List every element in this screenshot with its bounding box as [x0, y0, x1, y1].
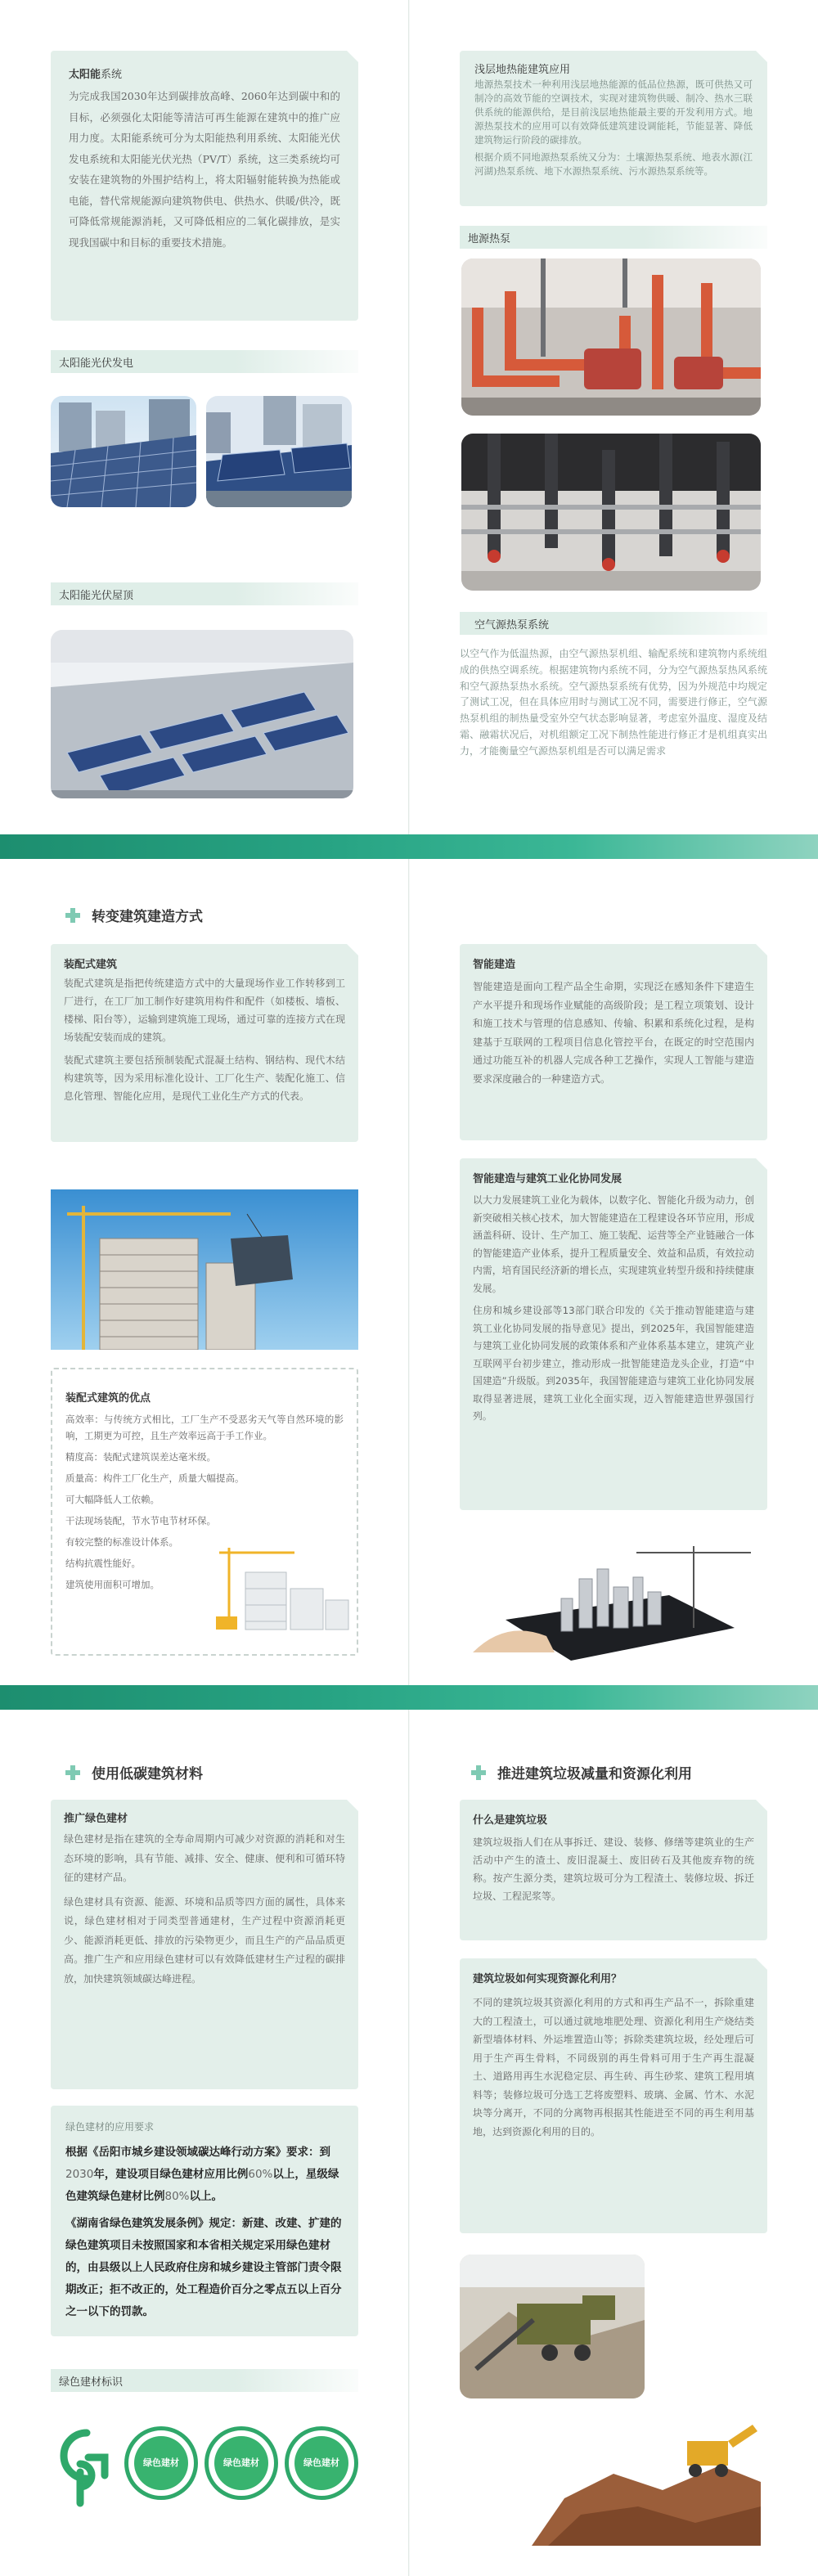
label-ground-source-pump: 地源热泵	[460, 226, 767, 249]
waste-reuse-title: 建筑垃圾如何实现资源化利用？	[473, 1973, 622, 1985]
plus-icon	[65, 1765, 80, 1780]
prefab-construction-photo	[51, 1189, 358, 1350]
synergy-card	[460, 1158, 767, 1510]
shallow-geothermal-text: 地源热泵技术一种利用浅层地热能源的低品位热源，既可供热又可制冷的高效节能的空调技术，实现对建筑物供暖、制冷、热水三联供系统的能源供给，是目前浅层地热能最主要的开发利用方式。地源热泵技术的应用可以有效降低建筑建设调能耗，节能显著、降低建筑物运行阶段的碳排放。 根据介质不同地源热泵系统又分为：土壤源热泵系统、地表水源(江河湖)热泵系统、地下水源热泵系统、污水源热泵系统等。	[474, 79, 753, 177]
label-solar-pv: 太阳能光伏发电	[51, 350, 358, 373]
page-spine	[408, 0, 410, 834]
construction-site-illustration	[213, 1540, 352, 1638]
what-is-waste-text: 建筑垃圾指人们在从事拆迁、建设、装修、修缮等建筑业的生产活动中产生的渣土、废旧混凝土、废旧砖石及其他废弃物的统称。按产生源分类，建筑垃圾可分为工程渣土、装修垃圾、拆迁垃圾、工程泥浆等。	[473, 1836, 754, 1902]
advantage-item: 结构抗震性能好。	[65, 1558, 141, 1569]
what-is-waste-title: 什么是建筑垃圾	[473, 1814, 548, 1827]
green-material-title: 推广绿色建材	[64, 1813, 128, 1825]
solar-pv-roof-photo	[51, 630, 353, 798]
synergy-text: 以大力发展建筑工业化为载体，以数字化、智能化升级为动力，创新突破相关核心技术，加大智能建造在工程建设各环节应用，形成涵盖科研、设计、生产加工、施工装配、运营等全产业链融合一体的智能建造产业体系，提升工程质量安全、效益和品质，有效拉动内需，培育国民经济新的增长点，实现建筑业转型升级和持续健康发展。 住房和城乡建设部等13部门联合印发的《关于推动智能建造与建筑工业化协同发展的指导意见》提出，到2025年，我国智能建造与建筑工业化协同发展的政策体系和产业体系基本建立，建筑产业互联网平台初步建立，推动形成一批智能建造龙头企业，打造“中国建造”升级版。到2035年，我国智能建造与建筑工业化协同发展取得显著进展，建筑工业化全面实现，迈入智能建造世界强国行列。	[473, 1194, 754, 1422]
shallow-geothermal-title: 浅层地热能建筑应用	[474, 64, 571, 76]
prefab-advantages-title: 装配式建筑的优点	[65, 1392, 151, 1405]
prefab-building-card	[51, 944, 358, 1142]
air-source-pump-text: 以空气作为低温热源，由空气源热泵机组、输配系统和建筑物内系统组成的供热空调系统。根据建筑物内系统不同，分为空气源热泵热风系统和空气源热泵热水系统。空气源热泵系统有优势，因为外规范中均规定了测试工况，但在具体应用时与测试工况不同，需要进行修正，空气源热泵机组的制热量受室外空气状态影响显著，考虑室外温度、湿度及结霜、融霜状况后，对机组额定工况下制热性能进行修正才是机组真实出力，才能衡量空气源热泵机组是否可以满足需求	[460, 648, 767, 757]
advantage-item: 有较完整的标准设计体系。	[65, 1536, 178, 1548]
prefab-building-title: 装配式建筑	[64, 959, 118, 971]
advantage-item: 精度高：装配式建筑误差达毫米级。	[65, 1451, 216, 1463]
waste-recycling-site-photo	[532, 2408, 761, 2546]
section-waste-reduction: 推进建筑垃圾减量和资源化利用	[471, 1762, 692, 1783]
smart-construction-text: 智能建造是面向工程产品全生命期，实现泛在感知条件下建造生产水平提升和现场作业赋能的高级阶段；是工程立项策划、设计和施工技术与管理的信息感知、传输、积累和系统化过程，是构建基于互联网的工程项目信息化管控平台，在既定的时空范围内通过功能互补的机器人完成各种工艺操作，实现人工智能与建造要求深度融合的一种建造方式。	[473, 981, 754, 1085]
section-low-carbon-materials: 使用低碳建筑材料	[65, 1762, 203, 1783]
ground-source-pump-photo-2	[461, 434, 761, 591]
solar-system-card	[51, 51, 358, 321]
green-material-card	[51, 1800, 358, 2089]
brochure-page-3	[0, 1710, 818, 2576]
smart-construction-card	[460, 944, 767, 1140]
waste-reuse-card	[460, 1958, 767, 2233]
prefab-building-text: 装配式建筑是指把传统建造方式中的大量现场作业工作转移到工厂进行，在工厂加工制作好建筑用构件和配件（如楼板、墙板、楼梯、阳台等），运输到建筑施工现场，通过可靠的连接方式在现场装配安装而成的建筑。 装配式建筑主要包括预制装配式混凝土结构、钢结构、现代木结构建筑等，因为采用标准化设计、工厂化生产、装配化施工、信息化管理、智能化应用，是现代工业化生产方式的代表。	[64, 978, 345, 1102]
green-material-cgp-logo	[51, 2425, 119, 2510]
solar-pv-photo-right	[206, 396, 352, 507]
solar-system-text: 为完成我国2030年达到碳排放高峰、2060年达到碳中和的目标，必须强化太阳能等清洁可再生能源在建筑中的推广应用力度。太阳能系统可分为太阳能热利用系统、太阳能光伏发电系统和太阳能光伏光热（PV/T）系统，这三类系统均可安装在建筑物的外围护结构上，将太阳辐射能转换为热能或电能，替代常规能源向建筑物供电、供热水、供暖/供冷，既可降低常规能源消耗，又可降低相应的二氧化碳排放，是实现我国碳中和目标的重要技术措施。	[69, 90, 340, 249]
section-construction-method: 转变建筑建造方式	[65, 905, 203, 925]
prefab-advantages-card	[51, 1368, 358, 1656]
what-is-waste-card	[460, 1800, 767, 1940]
green-material-badge-3: 绿色建材	[285, 2426, 358, 2500]
green-material-text: 绿色建材是指在建筑的全寿命周期内可减少对资源的消耗和对生态环境的影响，具有节能、减排、安全、健康、便利和可循环特征的建材产品。 绿色建材具有资源、能源、环境和品质等四方面的属性，具体来说，绿色建材相对于同类型普通建材，生产过程中资源消耗更少、能源消耗更低、排放的污染物更少，而且生产的产品品质更高。推广生产和应用绿色建材可以有效降低建材生产过程的碳排放，加快建筑领域碳达峰进程。	[64, 1833, 345, 1985]
requirements-text: 根据《岳阳市城乡建设领域碳达峰行动方案》要求：到2030年，建设项目绿色建材应用比例60%以上，星级绿色建筑绿色建材比例80%以上。 《湖南省绿色建筑发展条例》规定：新建、改建、扩建的绿色建筑项目未按照国家和本省相关规定采用绿色建材的，由县级以上人民政府住房和城乡建设主管部门责令限期改正；拒不改正的，处工程造价百分之零点五以上百分之一以下的罚款。	[65, 2146, 342, 2318]
green-material-requirements-card	[51, 2106, 358, 2336]
label-air-source-pump: 空气源热泵系统	[460, 612, 767, 635]
advantage-item: 建筑使用面积可增加。	[65, 1579, 160, 1590]
smart-construction-title: 智能建造	[473, 959, 516, 971]
plus-icon	[65, 908, 80, 923]
advantage-item: 高效率：与传统方式相比，工厂生产不受恶劣天气等自然环境的影响，工期更为可控，且生产效率远高于手工作业。	[65, 1414, 344, 1441]
requirements-title: 绿色建材的应用要求	[65, 2121, 155, 2133]
waste-reuse-text: 不同的建筑垃圾其资源化利用的方式和再生产品不一，拆除重建大的工程渣土，可以通过就地堆肥处理、资源化利用生产烧结类新型墙体材料、外运堆置造山等；拆除类建筑垃圾，经处理后可用于生产再生骨料，不同级别的再生骨料可用于生产再生混凝土、道路用再生水泥稳定层、再生砖、再生砂浆、建筑工程用填料等；装修垃圾可分选工艺将废塑料、玻璃、金属、竹木、水泥块等分离开，不同的分离物再根据其性能进至不同的再生利用基地，达到资源化利用的目的。	[473, 1997, 754, 2138]
advantage-item: 可大幅降低人工依赖。	[65, 1494, 160, 1505]
solar-pv-photo-left	[51, 396, 196, 507]
ground-source-pump-photo-1	[461, 258, 761, 416]
page-spine	[408, 859, 410, 1685]
label-green-material-logo: 绿色建材标识	[51, 2369, 358, 2392]
plus-icon	[471, 1765, 486, 1780]
page-spine	[408, 1710, 410, 2576]
advantage-item: 干法现场装配，节水节电节材环保。	[65, 1515, 216, 1526]
solar-system-title: 太阳能系统	[69, 69, 123, 81]
brochure-page-2	[0, 859, 818, 1685]
brochure-page-1	[0, 0, 818, 834]
green-divider-band-2	[0, 1685, 818, 1710]
green-material-badge-2: 绿色建材	[204, 2426, 278, 2500]
waste-crusher-photo	[460, 2255, 645, 2398]
synergy-title: 智能建造与建筑工业化协同发展	[473, 1173, 622, 1185]
advantage-item: 质量高：构件工厂化生产，质量大幅提高。	[65, 1472, 245, 1484]
smart-city-model-photo	[456, 1530, 764, 1670]
green-divider-band-1	[0, 834, 818, 859]
green-material-badge-1: 绿色建材	[124, 2426, 198, 2500]
label-solar-pv-roof: 太阳能光伏屋顶	[51, 582, 358, 605]
shallow-geothermal-card	[460, 51, 767, 206]
